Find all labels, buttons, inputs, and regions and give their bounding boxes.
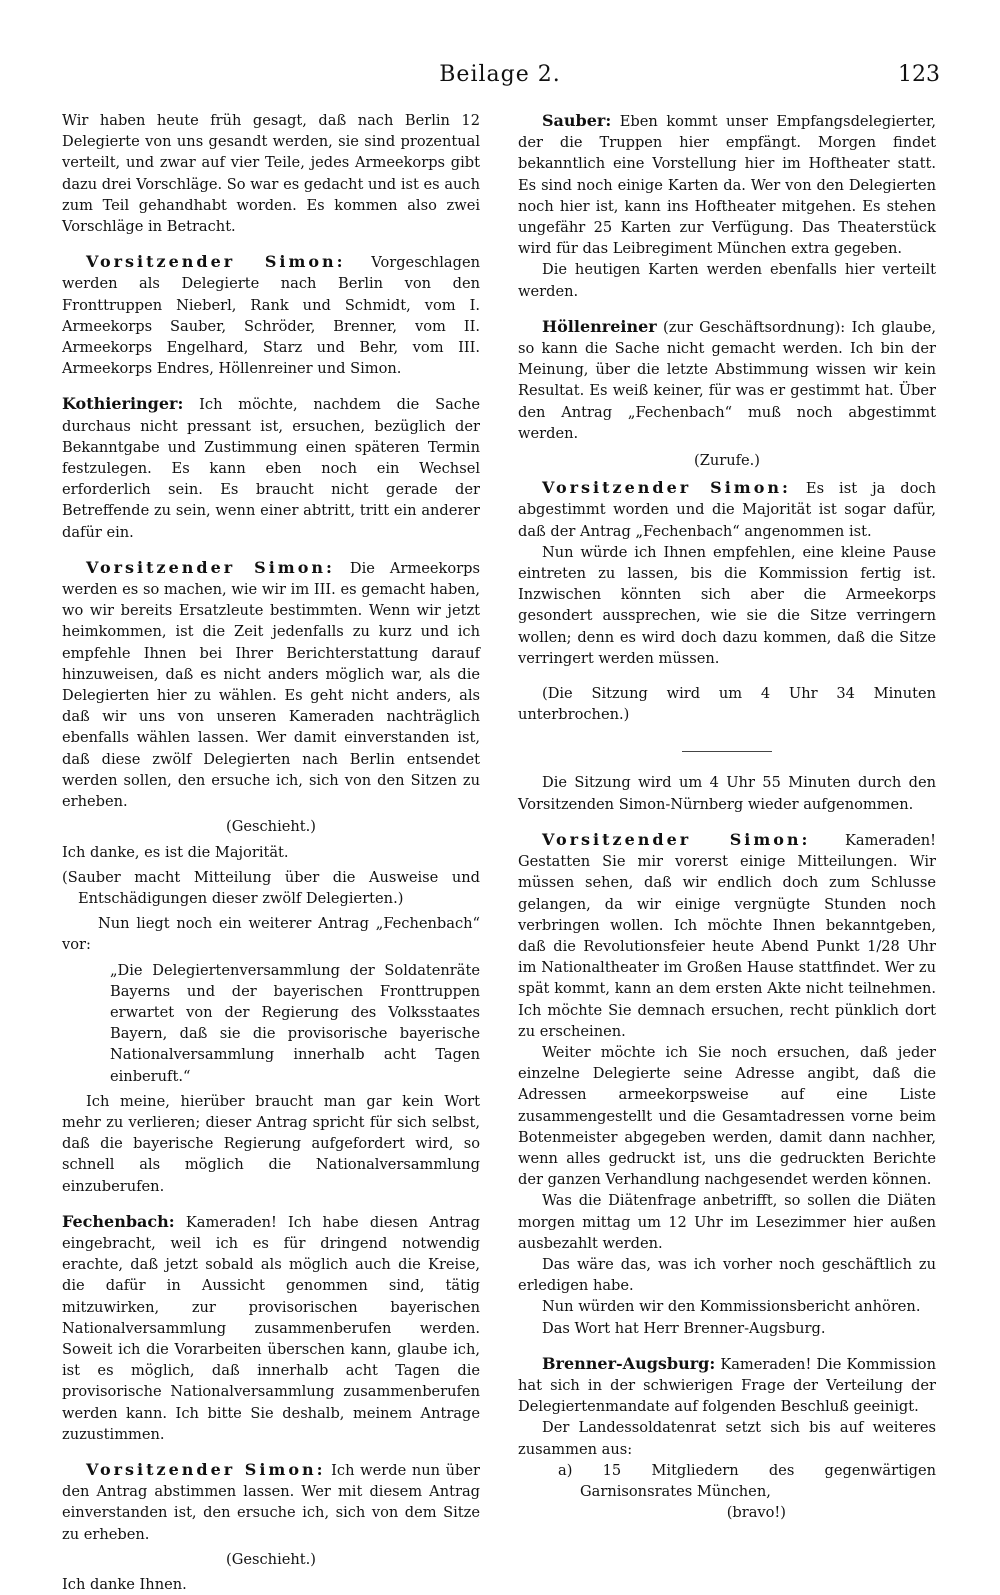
paragraph: Weiter möchte ich Sie noch ersuchen, daß jeder einzelne Delegierte seine Adresse angibt, daß die Adressen armeekorpsweise auf eine Liste zusammengestellt und die Gesamtadressen vorne beim Botenmeister abgegeben werden, damit dann nachher, wenn alles gedruckt ist, uns die gedruckten Berichte der ganzen Verhandlung nachgesendet werden können. bbox=[518, 1043, 936, 1189]
paragraph: Ich danke Ihnen. bbox=[62, 1576, 187, 1593]
paragraph bbox=[518, 477, 936, 542]
page-title: Beilage 2. bbox=[439, 62, 561, 87]
paragraph: Nun liegt noch ein weiterer Antrag „Fechenbach“ vor: bbox=[62, 915, 480, 954]
list-item: a) 15 Mitgliedern des gegenwärtigen Garnisonsrates München, bbox=[558, 1461, 936, 1500]
speech-text: Kameraden! Gestatten Sie mir vorerst einige Mitteilungen. Wir müssen sehen, daß wir endlich doch zum Schlusse gelangen, da wir einige vergnügte Stunden noch verbringen wollen. Ich möchte Ihnen bekanntgeben, daß die Revolutionsfeier heute Abend Punkt 1/28 Uhr im Nationaltheater im Großen Hause stattfindet. Wer zu spät kommt, kann an dem ersten Akte nicht teilnehmen. Ich möchte Sie demnach ersuchen, recht pünklich dort zu erscheinen. bbox=[518, 831, 937, 1040]
paragraph: Wir haben heute früh gesagt, daß nach Berlin 12 Delegierte von uns gesandt werden, sie sind prozentual verteilt, und zwar auf vier Teile, jedes Armeekorps gibt dazu drei Vorschläge. So war es gedacht und ist es auch zum Teil gehandhabt worden. Es kommen also zwei Vorschläge in Betracht. bbox=[62, 112, 480, 236]
speaker-name: Vorsitzender Simon: bbox=[542, 478, 791, 498]
stage-direction: (Sauber macht Mitteilung über die Ausweise und Entschädigungen dieser zwölf Delegierten.) bbox=[62, 868, 480, 907]
speech-text: Ich werde nun über den Antrag abstimmen lassen. Wer mit diesem Antrag einverstanden ist, den ersuche ich, sich von dem Sitze zu erheben. bbox=[62, 1461, 480, 1543]
speaker-name: Fechenbach: bbox=[62, 1211, 175, 1231]
speaker-name: Sauber: bbox=[542, 111, 612, 130]
speech-text: Eben kommt unser Empfangsdelegierter, der die Truppen hier empfängt. Morgen findet bekanntlich eine Vorstellung hier im Hoftheater statt. Es sind noch einige Karten da. Wer von den Delegierten noch hier ist, kann ins Hoftheater mitgehen. Es stehen ungefähr 25 Karten zur Verfügung. Das Theaterstück wird für das Leibregiment München extra gegeben. bbox=[518, 113, 936, 258]
paragraph: Das wäre das, was ich vorher noch geschäftlich zu erledigen habe. bbox=[518, 1255, 936, 1295]
speech-text: Kameraden! Ich habe diesen Antrag eingebracht, weil ich es für dringend notwendig erachte, daß jetzt sobald als möglich auch die Kreise, die dafür in Aussicht genommen sind, tätig mitzuwirken, zur provisorischen bayerischen Nationalversammlung zusammenberufen werden. Soweit ich die Vorarbeiten überschen kann, glaube ich, ist es möglich, daß innerhalb acht Tagen die provisorische Nationalversammlung zusammenberufen werden kann. Ich bitte Sie deshalb, meinem Antrage zuzustimmen. bbox=[62, 1213, 480, 1443]
speaker-name: Brenner-Augsburg: bbox=[542, 1353, 716, 1373]
page-number: 123 bbox=[898, 62, 940, 87]
paragraph bbox=[518, 1353, 936, 1418]
paragraph bbox=[62, 1211, 480, 1445]
stage-direction: (Zurufe.) bbox=[694, 452, 760, 470]
paragraph bbox=[518, 110, 936, 259]
paragraph bbox=[62, 1459, 480, 1545]
speaker-name: Vorsitzender Simon: bbox=[86, 252, 346, 272]
speaker-name: Höllenreiner bbox=[542, 316, 657, 336]
speech-text: Es ist ja doch abgestimmt worden und die Majorität ist sogar dafür, daß der Antrag „Fechenbach“ angenommen ist. bbox=[518, 480, 936, 540]
paragraph bbox=[62, 557, 480, 812]
speech-text: Kameraden! Die Kommission hat sich in der schwierigen Frage der Verteilung der Delegiertenmandate auf folgenden Beschluß geeinigt. bbox=[518, 1355, 936, 1416]
speaker-name: Kothieringer: bbox=[62, 394, 184, 414]
speech-text: (zur Geschäftsordnung): Ich glaube, so kann die Sache nicht gemacht werden. Ich bin der Meinung, über die letzte Abstimmung wissen wir kein Resultat. Es weiß keiner, für was er gestimmt hat. Über den Antrag „Fechenbach“ muß noch abgestimmt werden. bbox=[518, 318, 936, 442]
section-divider bbox=[682, 751, 772, 752]
stage-direction: (bravo!) bbox=[726, 1504, 786, 1522]
speech-text: Vorgeschlagen werden als Delegierte nach Berlin von den Fronttruppen Nieberl, Rank und Schmidt, vom I. Armeekorps Sauber, Schröder, Brenner, vom II. Armeekorps Engelhard, Starz und Behr, vom III. Armeekorps Endres, Höllenreiner und Simon. bbox=[62, 254, 481, 378]
speaker-name: Vorsitzender Simon: bbox=[86, 557, 335, 577]
paragraph bbox=[62, 393, 480, 542]
motion-quote: „Die Delegiertenversammlung der Soldatenräte Bayerns und der bayerischen Fronttruppen erwartet von der Regierung des Volksstaates Bayern, daß sie die provisorische bayerische Nationalversammlung innerhalb acht Tagen einberuft.“ bbox=[110, 961, 480, 1085]
speech-text: Ich möchte, nachdem die Sache durchaus nicht pressant ist, ersuchen, bezüglich der Bekanntgabe und Zustimmung einen späteren Termin festzulegen. Es kann eben noch ein Wechsel erforderlich sein. Es braucht nicht gerade der Betreffende zu sein, wenn einer abtritt, tritt ein anderer dafür ein. bbox=[62, 396, 480, 541]
paragraph: Das Wort hat Herr Brenner-Augsburg. bbox=[542, 1319, 826, 1337]
speaker-name: Vorsitzender Simon: bbox=[542, 829, 811, 849]
paragraph: Ich meine, hierüber braucht man gar kein Wort mehr zu verlieren; dieser Antrag spricht für sich selbst, daß die bayerische Regierung aufgefordert wird, so schnell als möglich die Nationalversammlung einzuberufen. bbox=[62, 1092, 480, 1195]
page-header bbox=[60, 62, 940, 92]
paragraph: Was die Diätenfrage anbetrifft, so sollen die Diäten morgen mittag um 12 Uhr im Lesezimmer hier außen ausbezahlt werden. bbox=[518, 1192, 936, 1252]
stage-direction: (Die Sitzung wird um 4 Uhr 34 Minuten unterbrochen.) bbox=[518, 685, 936, 724]
paragraph: Die heutigen Karten werden ebenfalls hier verteilt werden. bbox=[518, 261, 936, 300]
paragraph bbox=[62, 251, 480, 379]
paragraph: Die Sitzung wird um 4 Uhr 55 Minuten durch den Vorsitzenden Simon-Nürnberg wieder aufgenommen. bbox=[518, 774, 936, 813]
stage-direction: (Geschieht.) bbox=[226, 818, 316, 836]
paragraph: Nun würden wir den Kommissionsbericht anhören. bbox=[542, 1298, 921, 1316]
speech-text: Die Armeekorps werden es so machen, wie wir im III. es gemacht haben, wo wir bereits Ersatzleute bestimmten. Wenn wir jetzt heimkommen, ist die Zeit jedenfalls zu kurz und ich empfehle Ihnen bei Ihrer Berichterstattung darauf hinzuweisen, daß es nicht anders möglich war, als die Delegierten hier zu wählen. Es geht nicht anders, als daß wir uns von unseren Kameraden nachträglich ebenfalls wählen lassen. Wer damit einverstanden ist, daß diese zwölf Delegierten nach Berlin entsendet werden sollen, den ersuche ich, sich von den Sitzen zu erheben. bbox=[62, 559, 480, 811]
paragraph: Nun würde ich Ihnen empfehlen, eine kleine Pause eintreten zu lassen, bis die Kommission fertig ist. Inzwischen könnten sich aber die Armeekorps gesondert aussprechen, wie sie die Sitze verringern wollen; denn es wird doch dazu kommen, daß die Sitze verringert werden müssen. bbox=[518, 543, 936, 667]
paragraph: Der Landessoldatenrat setzt sich bis auf weiteres zusammen aus: bbox=[518, 1419, 936, 1458]
stage-direction: (Geschieht.) bbox=[226, 1550, 316, 1568]
paragraph: Ich danke, es ist die Majorität. bbox=[62, 843, 289, 861]
right-column bbox=[518, 110, 936, 1523]
left-column bbox=[62, 110, 480, 1595]
speaker-name: Vorsitzender Simon: bbox=[86, 1459, 326, 1479]
paragraph bbox=[518, 316, 936, 444]
paragraph bbox=[518, 829, 936, 1042]
